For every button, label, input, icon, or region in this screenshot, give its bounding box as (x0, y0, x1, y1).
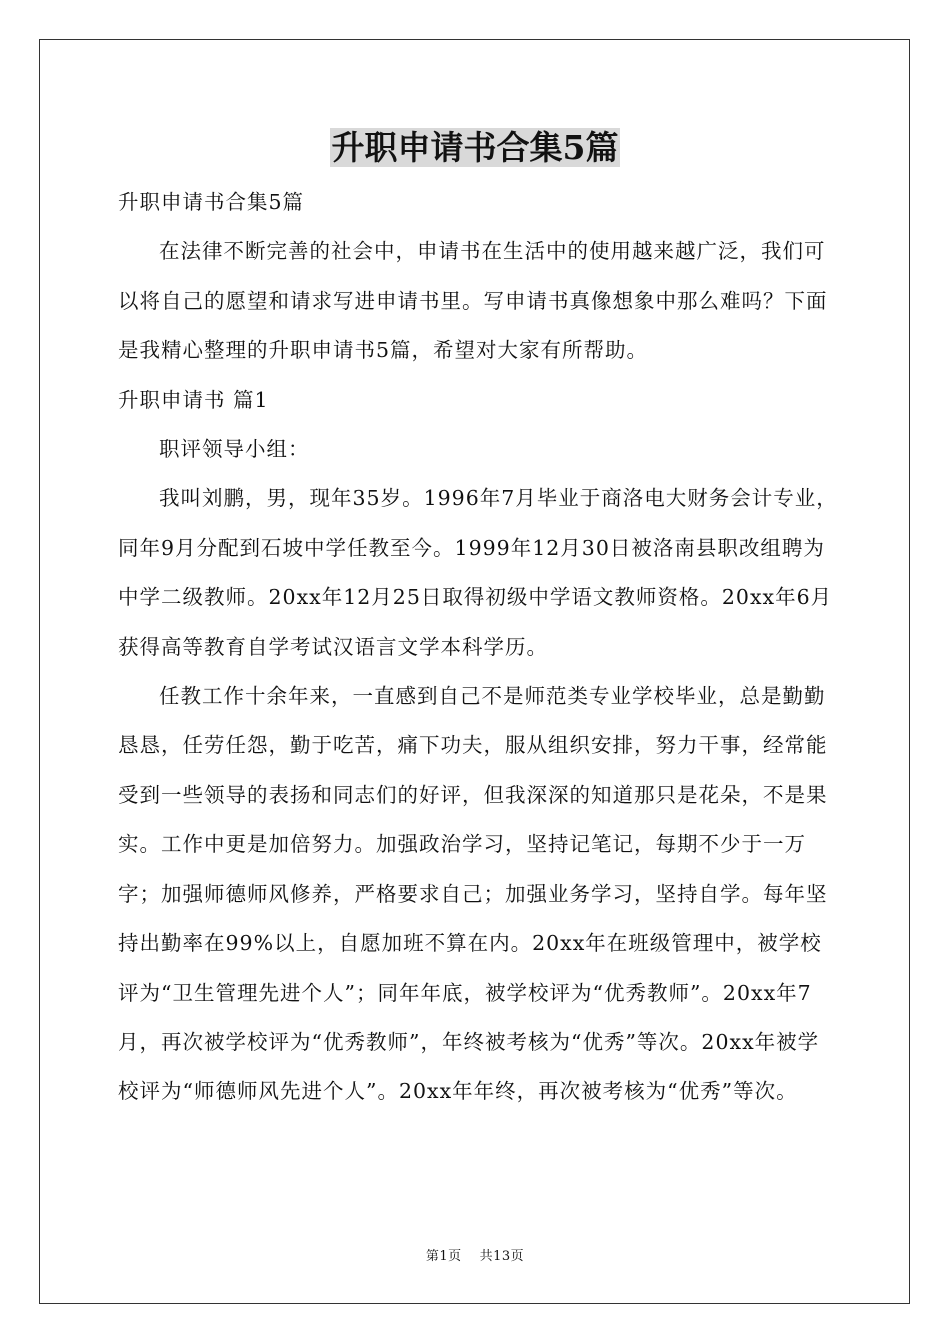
document-body (118, 178, 838, 1117)
salutation: 职评领导小组： (159, 437, 310, 462)
body-paragraph-2: 任教工作十余年来，一直感到自己不是师范类专业学校毕业，总是勤勤恳恳，任劳任怨，勤于吃苦，痛下功夫，服从组织安排，努力干事，经常能受到一些领导的表扬和同志们的好评，但我深深的知道那只是花朵，不是果实。工作中更是加倍努力。加强政治学习，坚持记笔记，每期不少于一万字；加强师德师风修养，严格要求自己；加强业务学习，坚持自学。每年坚持出勤率在99%以上，自愿加班不算在内。20xx年在班级管理中，被学校评为“卫生管理先进个人”；同年年底，被学校评为“优秀教师”。20xx年7月，再次被学校评为“优秀教师”，年终被考核为“优秀”等次。20xx年被学校评为“师德师风先进个人”。20xx年年终，再次被考核为“优秀”等次。 (118, 684, 828, 1104)
page-total: 共13页 (479, 1249, 525, 1264)
section-heading: 升职申请书 篇1 (118, 387, 269, 412)
page-number: 第1页 (425, 1249, 462, 1264)
document-title-text: 升职申请书合集5篇 (331, 128, 619, 167)
page-footer (0, 1247, 950, 1267)
document-title (0, 124, 950, 172)
document-subtitle: 升职申请书合集5篇 (118, 190, 305, 214)
body-paragraph-1: 我叫刘鹏，男，现年35岁。1996年7月毕业于商洛电大财务会计专业，同年9月分配到石坡中学任教至今。1999年12月30日被洛南县职改组聘为中学二级教师。20xx年12月25日取得初级中学语文教师资格。20xx年6月获得高等教育自学考试汉语言文学本科学历。 (118, 486, 838, 659)
intro-paragraph: 在法律不断完善的社会中，申请书在生活中的使用越来越广泛，我们可以将自己的愿望和请求写进申请书里。写申请书真像想象中那么难吗？下面是我精心整理的升职申请书5篇，希望对大家有所帮助。 (118, 239, 828, 363)
